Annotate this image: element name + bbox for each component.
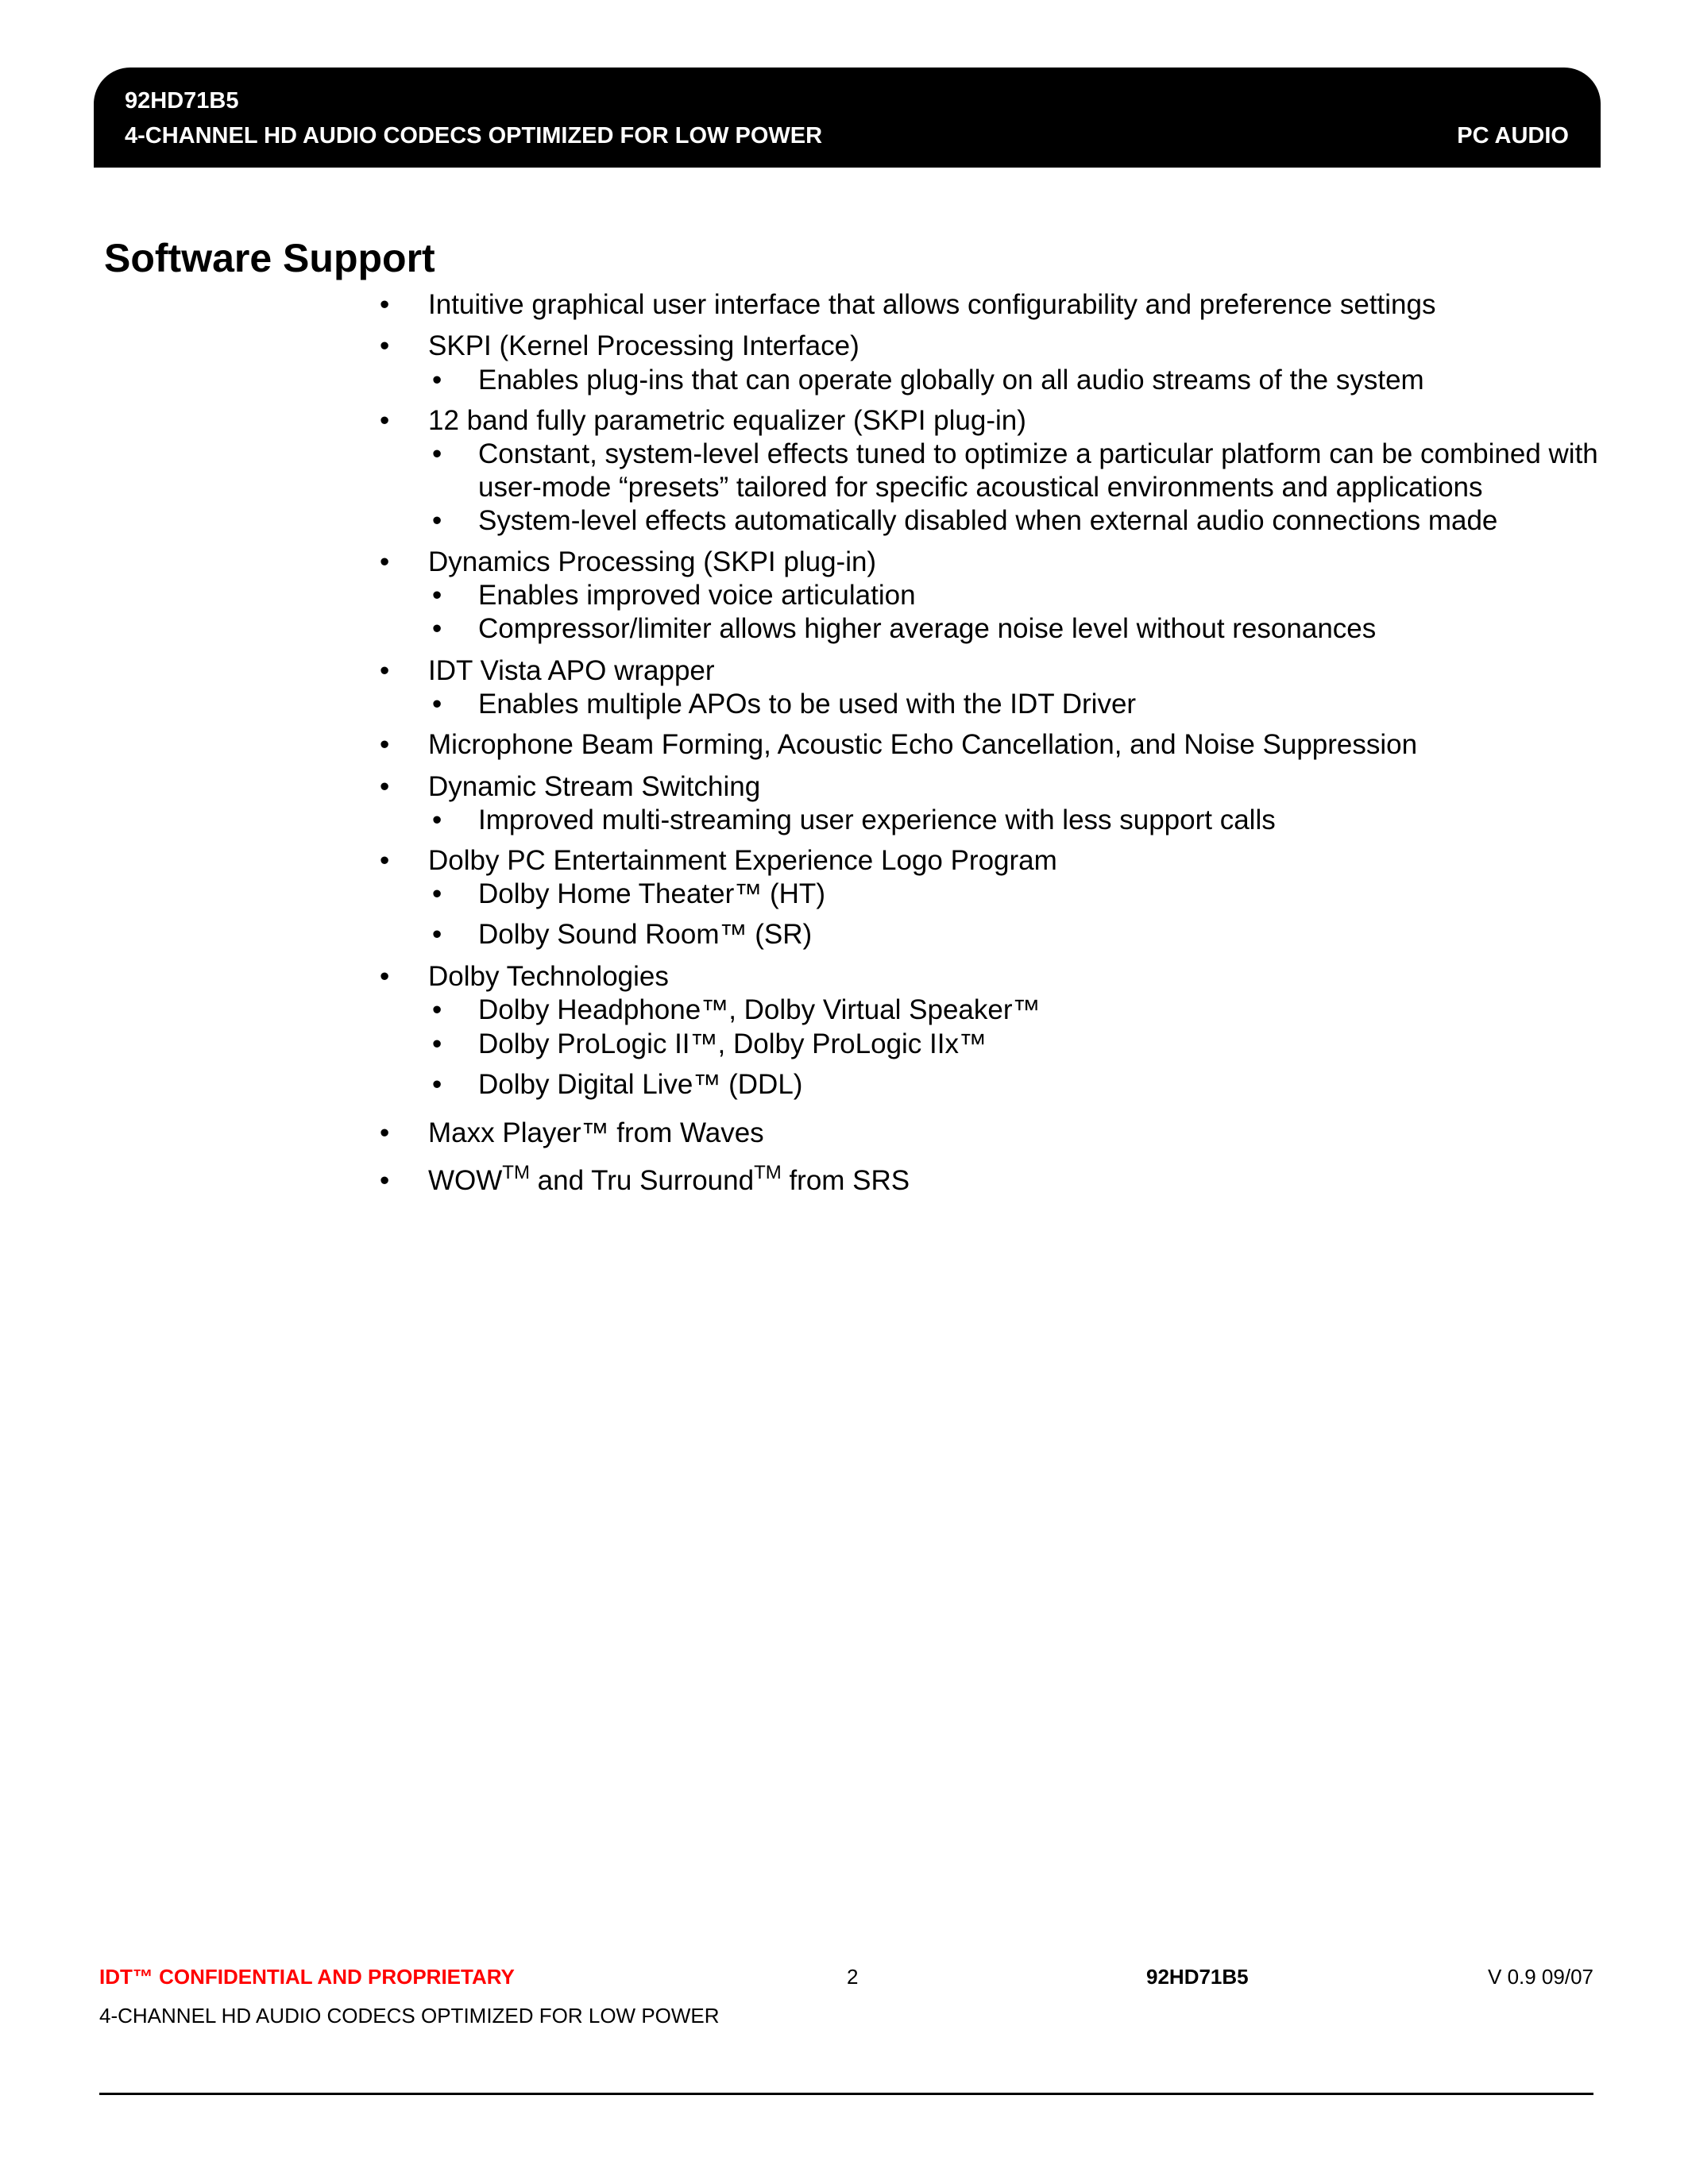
sub-list-item: Enables multiple APOs to be used with the IDT Driver	[478, 689, 1137, 720]
bullet-icon: •	[432, 878, 442, 909]
sub-list-item: Enables improved voice articulation	[478, 580, 916, 611]
sub-list-item: Compressor/limiter allows higher average noise level without resonances	[478, 613, 1377, 644]
bullet-icon: •	[380, 845, 390, 876]
list-item-text: from SRS	[781, 1165, 910, 1196]
sub-list-item: Enables plug-ins that can operate globally on all audio streams of the system	[478, 365, 1424, 396]
trademark-superscript: TM	[754, 1162, 782, 1183]
sub-list-item: Dolby Home Theater™ (HT)	[478, 878, 825, 909]
list-item: 12 band fully parametric equalizer (SKPI plug-in)	[428, 405, 1026, 436]
bullet-icon: •	[432, 805, 442, 835]
list-item: Microphone Beam Forming, Acoustic Echo Cancellation, and Noise Suppression	[428, 729, 1418, 760]
bullet-icon: •	[380, 330, 390, 361]
bullet-icon: •	[380, 546, 390, 577]
sub-list-item: Dolby Digital Live™ (DDL)	[478, 1069, 803, 1100]
bullet-icon: •	[380, 289, 390, 320]
sub-list-item: user-mode “presets” tailored for specific acoustical environments and applications	[478, 472, 1483, 503]
page-header-band	[94, 68, 1601, 168]
bullet-icon: •	[432, 1069, 442, 1100]
list-item: Dolby PC Entertainment Experience Logo Program	[428, 845, 1057, 876]
bullet-icon: •	[432, 505, 442, 536]
bullet-icon: •	[432, 438, 442, 469]
list-item	[428, 1162, 910, 1197]
footer-page-number: 2	[847, 1965, 859, 1989]
list-item: IDT Vista APO wrapper	[428, 655, 715, 686]
header-part-number: 92HD71B5	[125, 88, 239, 114]
list-item: Maxx Player™ from Waves	[428, 1117, 764, 1148]
bullet-icon: •	[380, 961, 390, 992]
sub-list-item: Dolby Sound Room™ (SR)	[478, 919, 813, 950]
header-subtitle: 4-CHANNEL HD AUDIO CODECS OPTIMIZED FOR LOW POWER	[125, 123, 823, 149]
section-title: Software Support	[104, 236, 435, 280]
sub-list-item: Dolby ProLogic II™, Dolby ProLogic IIx™	[478, 1028, 987, 1059]
sub-list-item: Improved multi-streaming user experience with less support calls	[478, 805, 1276, 835]
list-item: SKPI (Kernel Processing Interface)	[428, 330, 859, 361]
list-item-text: and Tru Surround	[529, 1165, 755, 1196]
bullet-icon: •	[432, 613, 442, 644]
bullet-icon: •	[432, 580, 442, 611]
sub-list-item: Dolby Headphone™, Dolby Virtual Speaker™	[478, 994, 1041, 1025]
list-item: Dolby Technologies	[428, 961, 669, 992]
list-item: Dynamic Stream Switching	[428, 771, 761, 802]
list-item: Dynamics Processing (SKPI plug-in)	[428, 546, 877, 577]
list-item-text: WOW	[428, 1165, 503, 1196]
bullet-icon: •	[380, 655, 390, 686]
bullet-icon: •	[380, 771, 390, 802]
bullet-icon: •	[432, 994, 442, 1025]
footer-subtitle: 4-CHANNEL HD AUDIO CODECS OPTIMIZED FOR LOW POWER	[99, 2004, 720, 2028]
footer-confidential: IDT™ CONFIDENTIAL AND PROPRIETARY	[99, 1965, 515, 1989]
trademark-superscript: TM	[502, 1162, 530, 1183]
header-category: PC AUDIO	[1457, 123, 1569, 149]
bullet-icon: •	[432, 689, 442, 720]
sub-list-item: Constant, system-level effects tuned to optimize a particular platform can be combined with	[478, 438, 1598, 469]
bullet-icon: •	[432, 365, 442, 396]
bullet-icon: •	[380, 729, 390, 760]
bullet-icon: •	[380, 405, 390, 436]
bullet-icon: •	[432, 919, 442, 950]
footer-version: V 0.9 09/07	[1488, 1965, 1593, 1989]
footer-rule	[99, 2093, 1593, 2095]
bullet-icon: •	[380, 1165, 390, 1196]
bullet-icon: •	[380, 1117, 390, 1148]
footer-part-number: 92HD71B5	[1146, 1965, 1249, 1989]
list-item: Intuitive graphical user interface that allows configurability and preference settings	[428, 289, 1436, 320]
bullet-icon: •	[432, 1028, 442, 1059]
sub-list-item: System-level effects automatically disabled when external audio connections made	[478, 505, 1498, 536]
